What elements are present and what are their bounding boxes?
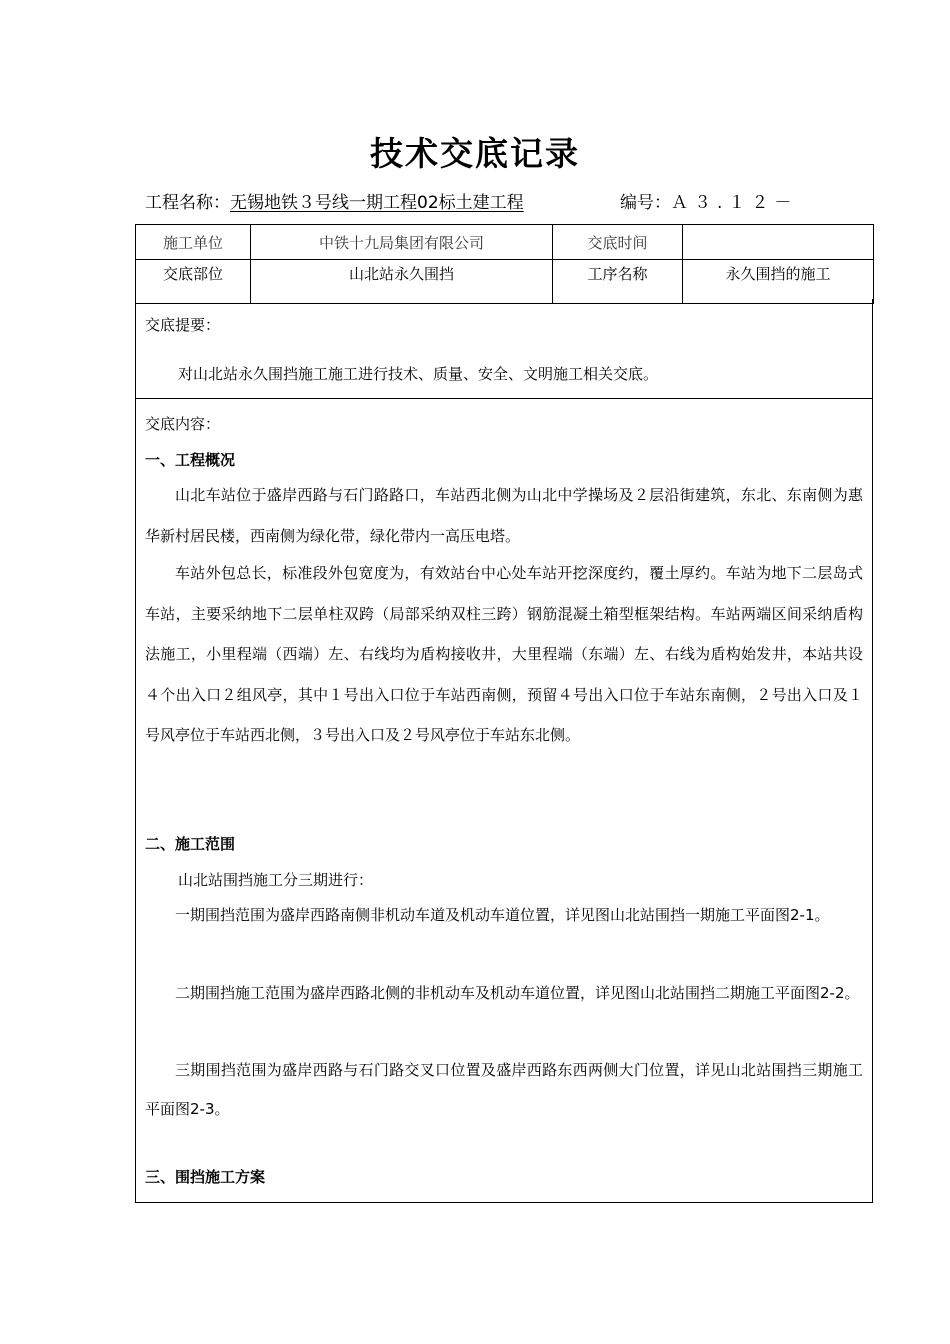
summary-text: 对山北站永久围挡施工施工进行技术、质量、安全、文明施工相关交底。 [178, 365, 659, 383]
construction-unit-label: 施工单位 [136, 225, 251, 260]
table-row [136, 225, 874, 260]
section-1-paragraph-2: 车站外包总长，标准段外包宽度为，有效站台中心处车站开挖深度约，覆土厚约。车站为地下二层岛式车站，主要采纳地下二层单柱双跨（局部采纳双柱三跨）钢筋混凝土箱型框架结构。车站两端区间采纳盾构法施工，小里程端（西端）左、右线均为盾构接收井，大里程端（东端）左、右线为盾构始发井，本站共设４个出入口２组风亭，其中１号出入口位于车站西南侧，预留４号出入口位于车站东南侧，２号出入口及１号风亭位于车站西北侧，３号出入口及２号风亭位于车站东北侧。 [145, 564, 863, 744]
summary-box [135, 299, 873, 399]
document-title: 技术交底记录 [370, 134, 580, 173]
section-2-heading: 二、施工范围 [145, 835, 236, 853]
section-1-paragraph-1: 山北车站位于盛岸西路与石门路路口，车站西北侧为山北中学操场及２层沿街建筑，东北、东南侧为惠华新村居民楼，西南侧为绿化带，绿化带内一高压电塔。 [145, 486, 863, 545]
handover-time-value [683, 225, 874, 260]
project-name-value: 无锡地铁３号线一期工程02标土建工程 [230, 193, 524, 213]
project-name-label: 工程名称： [145, 193, 230, 213]
process-name-value: 永久围挡的施工 [683, 260, 874, 304]
document-code-value: Ａ３.１２－ [671, 193, 798, 213]
document-code-label: 编号： [620, 193, 671, 213]
section-3-heading: 三、围挡施工方案 [145, 1168, 266, 1186]
document-code-line [620, 188, 797, 213]
section-2-phase-3: 三期围挡范围为盛岸西路与石门路交叉口位置及盛岸西路东西两侧大门位置，详见山北站围挡三期施工平面图2-3。 [145, 1061, 863, 1118]
process-name-label: 工序名称 [553, 260, 683, 304]
section-2-intro: 山北站围挡施工分三期进行： [178, 871, 374, 889]
project-name-line [145, 188, 524, 213]
info-table [135, 224, 874, 304]
handover-time-label: 交底时间 [553, 225, 683, 260]
table-row [136, 260, 874, 304]
summary-label: 交底提要： [145, 316, 221, 334]
section-2-phase-2: 二期围挡施工范围为盛岸西路北侧的非机动车及机动车道位置，详见图山北站围挡二期施工平面图2-2。 [175, 984, 860, 1002]
section-1-heading: 一、工程概况 [145, 451, 236, 469]
handover-part-value: 山北站永久围挡 [251, 260, 553, 304]
content-box [135, 399, 873, 1203]
content-label: 交底内容： [145, 415, 221, 433]
construction-unit-value: 中铁十九局集团有限公司 [251, 225, 553, 260]
handover-part-label: 交底部位 [136, 260, 251, 304]
section-2-phase-1: 一期围挡范围为盛岸西路南侧非机动车道及机动车道位置，详见图山北站围挡一期施工平面图2-1。 [175, 906, 830, 924]
